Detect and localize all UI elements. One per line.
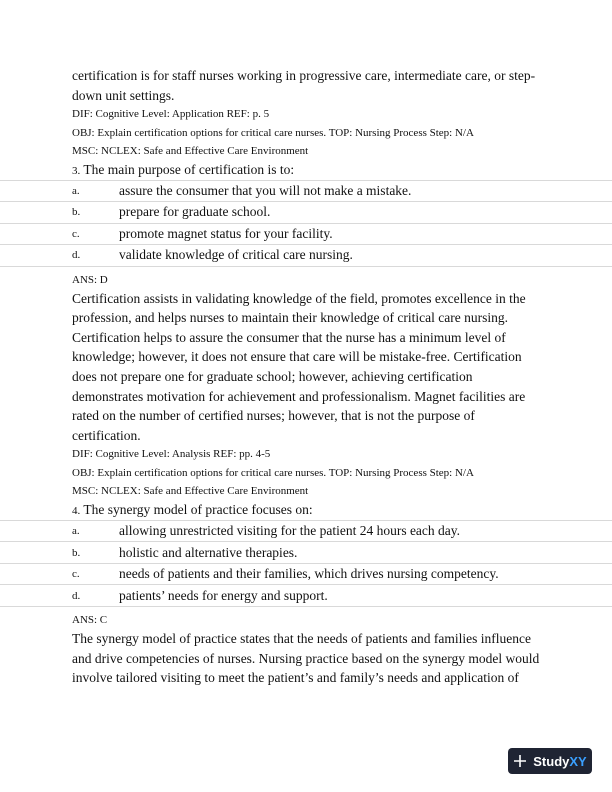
option-text: patients’ needs for energy and support. <box>119 587 328 603</box>
option-text: assure the consumer that you will not make a mistake. <box>119 182 412 198</box>
option-text: needs of patients and their families, which drives nursing competency. <box>119 566 499 582</box>
question-4-answer: ANS: C <box>72 613 108 626</box>
option-text: allowing unrestricted visiting for the patient 24 hours each day. <box>119 523 461 539</box>
option-text: validate knowledge of critical care nursing. <box>119 247 353 263</box>
question-4-options <box>0 520 612 607</box>
option-letter: b. <box>72 206 81 219</box>
question-4-number: 4. <box>72 504 81 517</box>
question-3-option-c <box>0 223 612 245</box>
question-3-option-a <box>0 180 612 202</box>
question-4-option-a <box>0 520 612 542</box>
question-3-option-d <box>0 244 612 267</box>
option-letter: a. <box>72 525 80 538</box>
question-3-options <box>0 180 612 267</box>
studyxy-badge[interactable] <box>508 748 592 774</box>
option-text: holistic and alternative therapies. <box>119 544 298 560</box>
plus-icon <box>513 754 527 768</box>
question-4-option-b <box>0 541 612 563</box>
option-letter: d. <box>72 589 81 602</box>
question-4-text: The synergy model of practice focuses on: <box>83 501 313 517</box>
question-3-answer: ANS: D <box>72 273 108 286</box>
option-letter: c. <box>72 227 80 240</box>
option-letter: a. <box>72 184 80 197</box>
option-letter: b. <box>72 546 81 559</box>
option-letter: d. <box>72 249 81 262</box>
question-4-stem <box>72 501 542 520</box>
badge-brand-suffix: XY <box>569 753 587 769</box>
question-4-rationale: The synergy model of practice states that the needs of patients and families influence and drive competencies of nurses. Nursing practice based on the synergy model would involve tailored visiting to meet the patient’s and family’s needs and application of <box>72 630 540 686</box>
question-4-option-d <box>0 584 612 607</box>
option-letter: c. <box>72 568 80 581</box>
question-3-option-b <box>0 201 612 223</box>
question-3-text: The main purpose of certification is to: <box>83 161 295 177</box>
intro-obj: OBJ: Explain certification options for critical care nurses. TOP: Nursing Process Step: N/A <box>72 126 474 139</box>
question-3-number: 3. <box>72 164 81 177</box>
badge-brand: Study <box>533 753 570 769</box>
question-3-stem <box>72 161 542 180</box>
intro-msc: MSC: NCLEX: Safe and Effective Care Environment <box>72 145 309 158</box>
option-text: promote magnet status for your facility. <box>119 225 333 241</box>
question-4-option-c <box>0 563 612 585</box>
question-3-obj: OBJ: Explain certification options for critical care nurses. TOP: Nursing Process Step: N/A <box>72 466 474 479</box>
question-3-dif: DIF: Cognitive Level: Analysis REF: pp. 4-5 <box>72 448 271 461</box>
intro-dif: DIF: Cognitive Level: Application REF: p. 5 <box>72 108 270 121</box>
intro-text: certification is for staff nurses working in progressive care, intermediate care, or step-down unit settings. <box>72 68 536 103</box>
question-3-rationale: Certification assists in validating knowledge of the field, promotes excellence in the profession, and helps nurses to maintain their knowledge of critical care nursing. Certification helps to assure the consumer that the nurse has a minimum level of knowledge; however, it does not ensure that care will be mistake-free. Certification does not prepare one for graduate school; however, achieving certification demonstrates motivation for achievement and professionalism. Magnet facilities are rated on the number of certified nurses; however, that is not the purpose of certification. <box>72 290 526 443</box>
question-3-msc: MSC: NCLEX: Safe and Effective Care Environment <box>72 485 309 498</box>
document-page <box>72 66 542 688</box>
option-text: prepare for graduate school. <box>119 204 271 220</box>
